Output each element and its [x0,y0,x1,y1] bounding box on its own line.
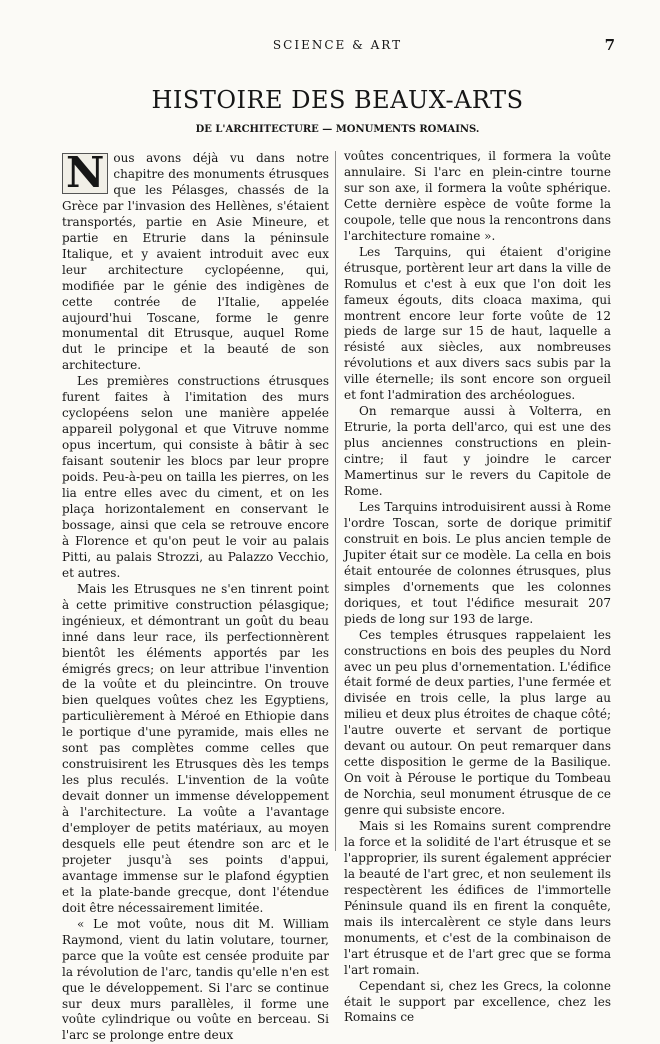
paragraph: Les Tarquins, qui étaient d'origine étrusque, portèrent leur art dans la ville de Romulus et c'est à eux que l'on doit les fameux égouts, dits cloaca maxima, qui montrent encore leur forte voûte de 12 pieds de large sur 15 de haut, laquelle a résisté aux siècles, aux nombreuses révolutions et aux divers sacs subis par la ville éternelle; ils sont encore son orgueil et font l'admiration des archéologues. [344,244,611,403]
running-head [60,36,615,56]
running-head-title: SCIENCE & ART [272,38,403,52]
paragraph: Mais les Etrusques ne s'en tinrent point à cette primitive construction pélasgique; ingénieux, et démontrant un goût du beau inné dans leur race, ils perfectionnèrent bientôt les éléments apportés par les émigrés grecs; on leur attribue l'invention de la voûte et du pleincintre. On trouve bien quelques voûtes chez les Egyptiens, particulièrement à Méroé en Ethiopie dans le portique d'une pyramide, mais elles ne sont pas complètes comme celles que construisirent les Etrusques dès les temps les plus reculés. L'invention de la voûte devait donner un immense développement à l'architecture. La voûte a l'avantage d'employer de petits matériaux, au moyen desquels elle peut étendre son arc et le projeter jusqu'à ses points d'appui, avantage immense sur le plafond égyptien et la plate-bande grecque, dont l'étendue doit être nécessairement limitée. [62,581,329,915]
paragraph: Les Tarquins introduisirent aussi à Rome l'ordre Toscan, sorte de dorique primitif construit en bois. Le plus ancien temple de Jupiter était sur ce modèle. La cella en bois était entourée de colonnes étrusques, plus simples d'ornements que les colonnes doriques, et tout l'édifice mesurait 207 pieds de long sur 193 de large. [344,499,611,626]
paragraph-text: ous avons déjà vu dans notre chapitre des monuments étrusques que les Pélasges, chassés de la Grèce par l'invasion des Hellènes, s'étaient transportés, partie en Asie Mineure, et partie en Etrurie dans la péninsule Italique, et y avaient introduit avec eux leur architecture cyclopéenne, qui, modifiée par le génie des indigènes de cette contrée de l'Italie, appelée aujourd'hui Toscane, forme le genre monumental dit Etrusque, auquel Rome dut le principe et la beauté de son architecture. [62,151,329,373]
left-column [62,148,329,1043]
drop-cap: N [62,153,108,194]
article-title: HISTOIRE DES BEAUX-ARTS [151,86,524,114]
article-subtitle: DE L'ARCHITECTURE — MONUMENTS ROMAINS. [195,124,480,135]
paragraph: voûtes concentriques, il formera la voûte annulaire. Si l'arc en plein-cintre tourne sur son axe, il formera la voûte sphérique. Cette dernière espèce de voûte forme la coupole, telle que nous la rencontrons dans l'architecture romaine ». [344,149,611,243]
paragraph: « Le mot voûte, nous dit M. William Raymond, vient du latin volutare, tourner, parce que la voûte est censée produite par la révolution de l'arc, tandis qu'elle n'en est que le développement. Si l'arc se continue sur deux murs parallèles, il forme une voûte cylindrique ou voûte en berceau. Si l'arc se prolonge entre deux [62,916,329,1043]
paragraph: Les premières constructions étrusques furent faites à l'imitation des murs cyclopéens selon une manière appelée appareil polygonal et que Vitruve nomme opus incertum, qui consiste à bâtir à sec faisant soutenir les blocs par leur propre poids. Peu-à-peu on tailla les pierres, on les lia entre elles avec du ciment, et on les plaça horizontalement en conservant le bossage, ainsi que cela se retrouve encore à Florence et qu'on peut le voir au palais Pitti, au palais Strozzi, au Palazzo Vecchio, et autres. [62,374,329,580]
paragraph: On remarque aussi à Volterra, en Etrurie, la porta dell'arco, qui est une des plus anciennes constructions en plein-cintre; il faut y joindre le carcer Mamertinus sur le revers du Capitole de Rome. [344,404,611,499]
paragraph: Ces temples étrusques rappelaient les constructions en bois des peuples du Nord avec un peu plus d'ornementation. L'édifice était formé de deux parties, l'une fermée et divisée en trois celle, la plus large au milieu et deux plus étroites de chaque côté; l'autre ouverte et servant de portique devant ou autour. On peut remarquer dans cette disposition le germe de la Basilique. On voit à Pérouse le portique du Tombeau de Norchia, seul monument étrusque de ce genre qui subsiste encore. [344,627,611,818]
paragraph: Cependant si, chez les Grecs, la colonne était le support par excellence, chez les Romains ce [344,978,611,1025]
right-column [344,149,611,1025]
page-number: 7 [604,36,615,54]
column-divider [335,151,336,851]
paragraph: Mais si les Romains surent comprendre la force et la solidité de l'art étrusque et se l'approprier, ils surent également apprécier la beauté de l'art grec, et non seulement ils respectèrent les édifices de l'immortelle Péninsule quand ils en firent la conquête, mais ils intercalèrent ce style dans leurs monuments, et c'est de la combinaison de l'art étrusque et de l'art grec que se forma l'art romain. [344,819,611,977]
paragraph [62,148,329,374]
